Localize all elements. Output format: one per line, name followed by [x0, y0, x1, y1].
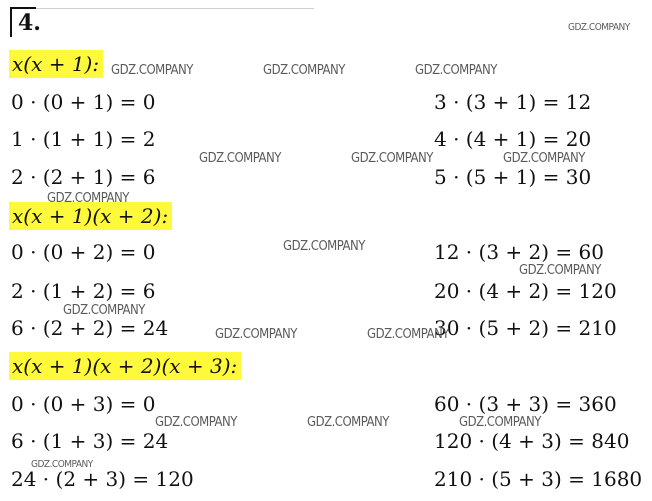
section-1-right-row-1: 3 · (3 + 1) = 12	[434, 90, 592, 114]
watermark: GDZ.COMPANY	[111, 63, 193, 78]
watermark: GDZ.COMPANY	[199, 151, 281, 166]
watermark: GDZ.COMPANY	[519, 263, 601, 278]
section-1-header: x(x + 1):	[9, 50, 103, 78]
section-1-right-row-3: 5 · (5 + 1) = 30	[434, 165, 592, 189]
section-2-left-row-3: 6 · (2 + 2) = 24	[11, 316, 169, 340]
watermark: GDZ.COMPANY	[367, 327, 449, 342]
header-rule	[36, 8, 314, 9]
section-2-left-row-2: 2 · (1 + 2) = 6	[11, 279, 156, 303]
watermark: GDZ.COMPANY	[503, 151, 585, 166]
problem-number: 4.	[10, 7, 36, 37]
watermark: GDZ.COMPANY	[215, 327, 297, 342]
watermark: GDZ.COMPANY	[263, 63, 345, 78]
section-2-right-row-3: 30 · (5 + 2) = 210	[434, 316, 617, 340]
watermark: GDZ.COMPANY	[459, 415, 541, 430]
section-3-right-row-1: 60 · (3 + 3) = 360	[434, 392, 617, 416]
section-3-left-row-1: 0 · (0 + 3) = 0	[11, 392, 156, 416]
section-3-header: x(x + 1)(x + 2)(x + 3):	[9, 352, 241, 380]
section-2-right-row-1: 12 · (3 + 2) = 60	[434, 240, 604, 264]
section-3-left-row-2: 6 · (1 + 3) = 24	[11, 429, 169, 453]
section-2-left-row-1: 0 · (0 + 2) = 0	[11, 240, 156, 264]
watermark: GDZ.COMPANY	[415, 63, 497, 78]
watermark: GDZ.COMPANY	[47, 191, 129, 206]
section-1-left-row-3: 2 · (2 + 1) = 6	[11, 165, 156, 189]
watermark: GDZ.COMPANY	[307, 415, 389, 430]
section-2-right-row-2: 20 · (4 + 2) = 120	[434, 279, 617, 303]
watermark: GDZ.COMPANY	[63, 303, 145, 318]
watermark: GDZ.COMPANY	[351, 151, 433, 166]
section-3-left-row-3: 24 · (2 + 3) = 120	[11, 467, 194, 491]
section-1-left-row-1: 0 · (0 + 1) = 0	[11, 90, 156, 114]
watermark: GDZ.COMPANY	[31, 459, 93, 470]
section-3-right-row-3: 210 · (5 + 3) = 1680	[434, 467, 643, 491]
watermark: GDZ.COMPANY	[155, 415, 237, 430]
section-2-header: x(x + 1)(x + 2):	[9, 202, 172, 230]
section-1-right-row-2: 4 · (4 + 1) = 20	[434, 127, 592, 151]
section-1-left-row-2: 1 · (1 + 1) = 2	[11, 127, 156, 151]
watermark: GDZ.COMPANY	[568, 22, 630, 33]
section-3-right-row-2: 120 · (4 + 3) = 840	[434, 429, 630, 453]
watermark: GDZ.COMPANY	[283, 239, 365, 254]
